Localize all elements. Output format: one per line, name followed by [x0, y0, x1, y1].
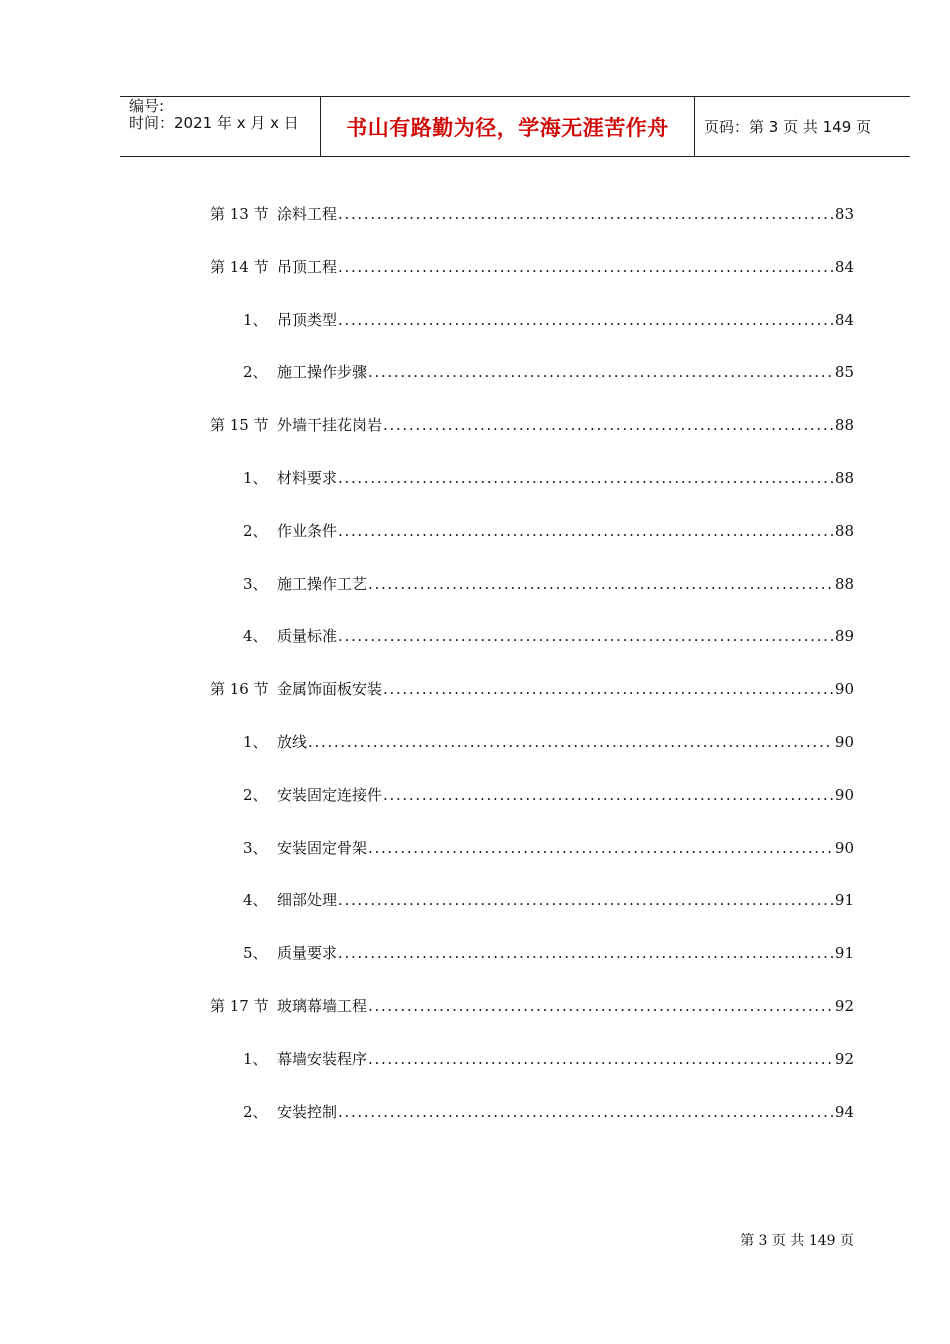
toc-entry-page-number: 91: [834, 944, 854, 963]
toc-entry-number: 5、: [243, 944, 268, 963]
toc-dot-leader: [338, 1097, 833, 1127]
toc-dot-leader: [368, 833, 833, 863]
toc-subsection-entry[interactable]: [210, 357, 854, 410]
toc-entry-page-number: 89: [834, 627, 854, 646]
toc-dot-leader: [383, 780, 833, 810]
toc-section-entry[interactable]: [210, 674, 854, 727]
toc-subsection-entry[interactable]: [210, 833, 854, 886]
header-motto: 书山有路勤为径，学海无涯苦作舟: [346, 115, 669, 140]
toc-section-entry[interactable]: [210, 252, 854, 305]
toc-entry-page-number: 88: [834, 521, 854, 540]
toc-entry-title: 质量标准: [277, 627, 338, 646]
toc-subsection-entry[interactable]: [210, 1044, 854, 1097]
toc-entry-number: 3、: [243, 838, 268, 857]
document-number-label: 编号:: [129, 97, 165, 115]
toc-entry-page-number: 90: [834, 785, 854, 804]
toc-entry-page-number: 85: [834, 363, 854, 382]
toc-dot-leader: [368, 357, 833, 387]
document-header: [120, 96, 910, 157]
toc-section-entry[interactable]: [210, 199, 854, 252]
toc-dot-leader: [368, 1044, 833, 1074]
toc-subsection-entry[interactable]: [210, 463, 854, 516]
toc-entry-title: 外墙干挂花岗岩: [277, 416, 383, 435]
toc-subsection-entry[interactable]: [210, 305, 854, 358]
toc-entry-number: 2、: [243, 785, 268, 804]
toc-entry-number: 1、: [243, 310, 268, 329]
toc-dot-leader: [338, 885, 833, 915]
toc-entry-page-number: 88: [834, 574, 854, 593]
toc-section-entry[interactable]: [210, 991, 854, 1044]
toc-subsection-entry[interactable]: [210, 516, 854, 569]
toc-entry-title: 材料要求: [277, 468, 338, 487]
toc-entry-title: 吊顶工程: [277, 257, 338, 276]
header-page-cell: [695, 97, 910, 156]
toc-entry-title: 质量要求: [277, 944, 338, 963]
toc-entry-page-number: 91: [834, 891, 854, 910]
toc-dot-leader: [368, 569, 833, 599]
toc-entry-title: 金属饰面板安装: [277, 680, 383, 699]
toc-entry-title: 放线: [277, 732, 308, 751]
toc-entry-page-number: 88: [834, 416, 854, 435]
toc-entry-number: 第 15 节: [210, 416, 269, 435]
toc-section-entry[interactable]: [210, 410, 854, 463]
toc-dot-leader: [383, 674, 833, 704]
toc-entry-title: 涂料工程: [277, 205, 338, 223]
toc-entry-title: 吊顶类型: [277, 310, 338, 329]
toc-dot-leader: [338, 938, 833, 968]
toc-entry-page-number: 92: [834, 1049, 854, 1068]
header-meta-cell: [120, 97, 321, 156]
toc-entry-number: 4、: [243, 891, 268, 910]
toc-entry-number: 第 13 节: [210, 205, 269, 223]
toc-entry-title: 幕墙安装程序: [277, 1049, 368, 1068]
toc-entry-number: 1、: [243, 1049, 268, 1068]
toc-dot-leader: [338, 516, 833, 546]
toc-dot-leader: [338, 199, 833, 229]
toc-entry-number: 1、: [243, 732, 268, 751]
toc-subsection-entry[interactable]: [210, 569, 854, 622]
header-page-number: 页码：第 3 页 共 149 页: [704, 118, 872, 136]
toc-dot-leader: [338, 252, 833, 282]
toc-entry-page-number: 83: [834, 205, 854, 223]
toc-entry-number: 2、: [243, 363, 268, 382]
toc-entry-page-number: 84: [834, 310, 854, 329]
toc-entry-title: 安装固定骨架: [277, 838, 368, 857]
toc-entry-number: 2、: [243, 521, 268, 540]
toc-dot-leader: [368, 991, 833, 1021]
toc-entry-title: 施工操作步骤: [277, 363, 368, 382]
toc-entry-title: 玻璃幕墙工程: [277, 996, 368, 1015]
toc-dot-leader: [308, 727, 833, 757]
toc-entry-number: 第 17 节: [210, 996, 269, 1015]
toc-entry-title: 细部处理: [277, 891, 338, 910]
toc-entry-page-number: 88: [834, 468, 854, 487]
toc-entry-number: 1、: [243, 468, 268, 487]
table-of-contents: [210, 199, 854, 1149]
document-time-label: 时间：2021 年 x 月 x 日: [129, 114, 299, 132]
toc-entry-number: 第 14 节: [210, 257, 269, 276]
toc-entry-page-number: 90: [834, 838, 854, 857]
toc-subsection-entry[interactable]: [210, 938, 854, 991]
toc-entry-number: 4、: [243, 627, 268, 646]
header-motto-cell: [321, 97, 695, 156]
toc-entry-title: 安装控制: [277, 1102, 338, 1121]
toc-entry-title: 安装固定连接件: [277, 785, 383, 804]
toc-subsection-entry[interactable]: [210, 727, 854, 780]
toc-entry-page-number: 92: [834, 996, 854, 1015]
page-footer: 第 3 页 共 149 页: [740, 1233, 854, 1249]
toc-entry-number: 3、: [243, 574, 268, 593]
toc-entry-number: 第 16 节: [210, 680, 269, 699]
toc-dot-leader: [338, 305, 833, 335]
toc-entry-page-number: 84: [834, 257, 854, 276]
toc-dot-leader: [383, 410, 833, 440]
toc-entry-title: 施工操作工艺: [277, 574, 368, 593]
toc-subsection-entry[interactable]: [210, 621, 854, 674]
toc-entry-number: 2、: [243, 1102, 268, 1121]
toc-entry-title: 作业条件: [277, 521, 338, 540]
toc-entry-page-number: 90: [834, 680, 854, 699]
toc-entry-page-number: 90: [834, 732, 854, 751]
toc-dot-leader: [338, 463, 833, 493]
toc-subsection-entry[interactable]: [210, 1097, 854, 1150]
toc-dot-leader: [338, 621, 833, 651]
toc-subsection-entry[interactable]: [210, 780, 854, 833]
toc-subsection-entry[interactable]: [210, 885, 854, 938]
toc-entry-page-number: 94: [834, 1102, 854, 1121]
